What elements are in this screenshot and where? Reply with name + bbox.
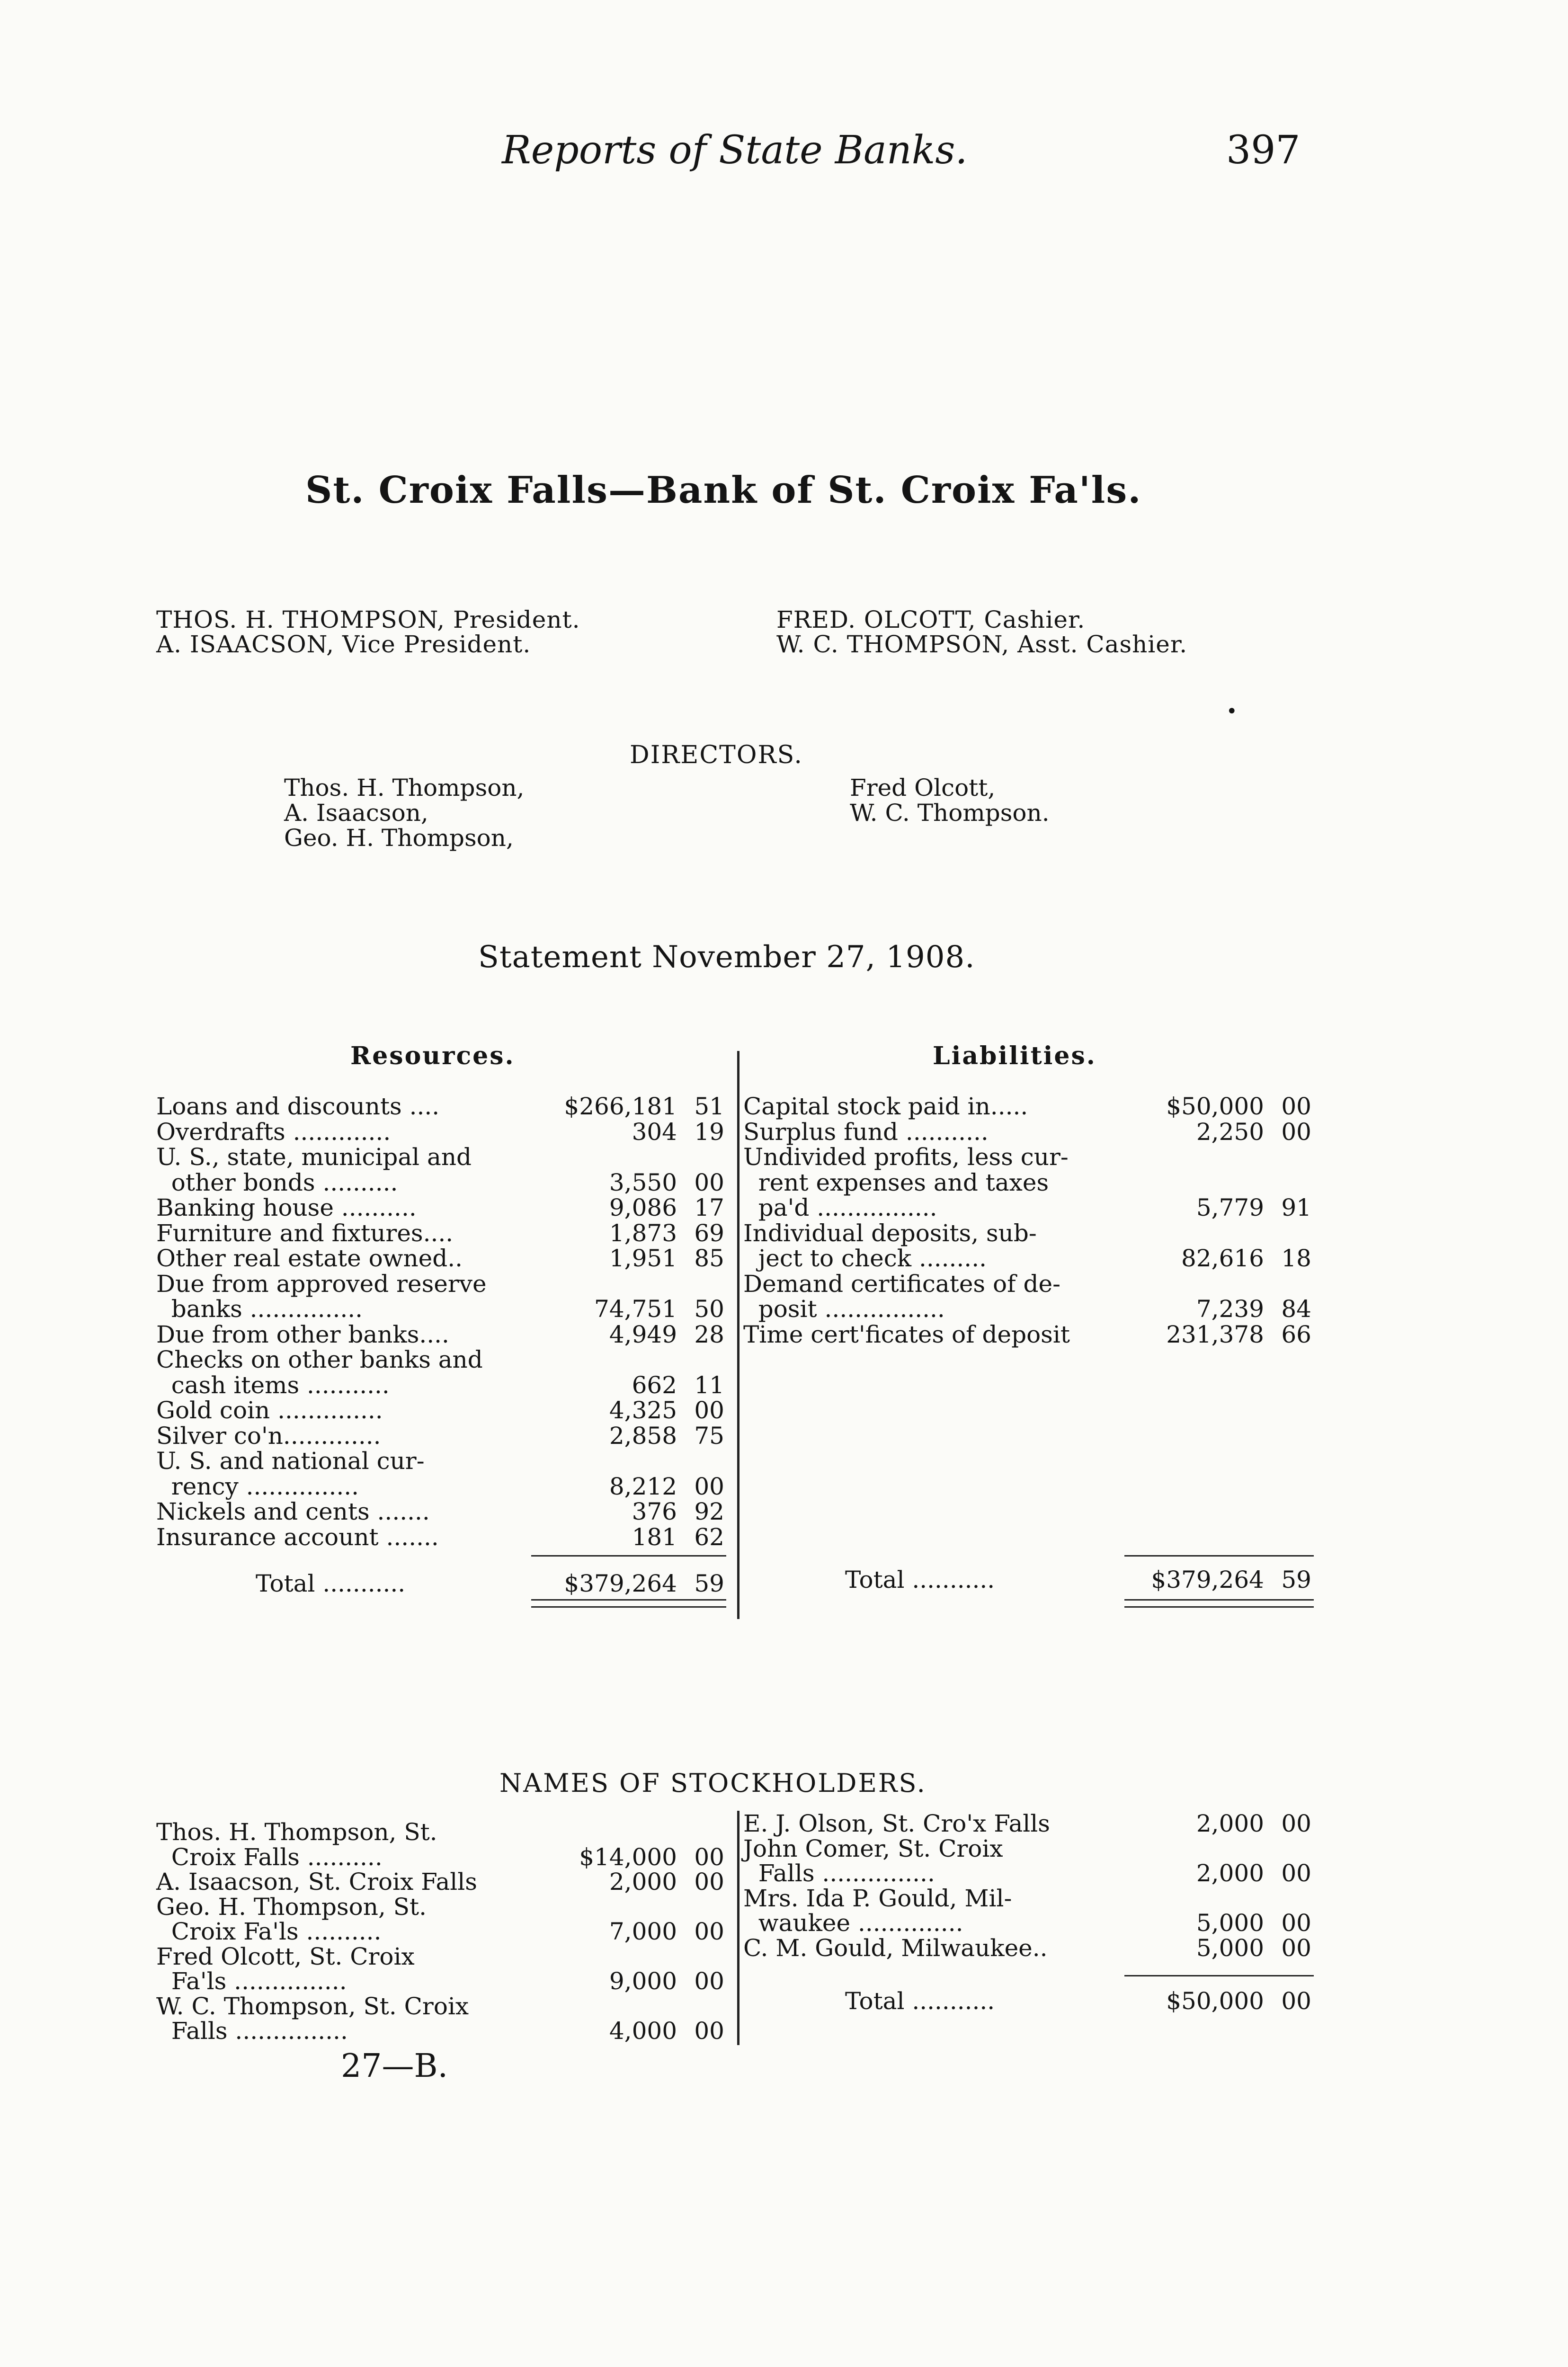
signature-mark: 27—B. <box>341 2047 448 2085</box>
amount-cents: 66 <box>1281 1320 1311 1348</box>
row-label: Falls ............... <box>156 2017 348 2045</box>
row-label: Other real estate owned.. <box>156 1245 463 1272</box>
amount-dollars: $14,000 <box>579 1843 677 1871</box>
resource-row <box>156 1246 724 1271</box>
row-label: W. C. Thompson, St. Croix <box>156 1992 469 2020</box>
director-name: Fred Olcott, <box>850 774 996 801</box>
row-label: U. S., state, municipal and <box>156 1143 472 1171</box>
stockholder-row <box>156 1819 724 1844</box>
amount-cents: 00 <box>694 1967 724 1995</box>
row-label: Capital stock paid in..... <box>743 1093 1028 1120</box>
row-label: Nickels and cents ....... <box>156 1498 430 1525</box>
resource-row <box>156 1271 724 1297</box>
row-label: Silver co'n............. <box>156 1422 381 1450</box>
resource-row <box>156 1170 724 1195</box>
stockholder-row <box>156 1993 724 2019</box>
amount-cents: 19 <box>694 1118 724 1146</box>
stockholder-row <box>743 1935 1311 1960</box>
amount-dollars: 2,000 <box>1196 1860 1264 1887</box>
amount-dollars: 4,325 <box>609 1397 677 1424</box>
amount-cents: 62 <box>694 1523 724 1551</box>
total-row <box>743 1567 1311 1595</box>
amount-cents: 00 <box>694 1472 724 1500</box>
stockholder-row <box>156 1894 724 1919</box>
row-label: ject to check ......... <box>743 1245 987 1272</box>
stockholder-row <box>743 1910 1311 1935</box>
amount-dollars: 1,951 <box>609 1245 677 1272</box>
row-label: rency ............... <box>156 1472 359 1500</box>
row-label: pa'd ................ <box>743 1194 937 1221</box>
amount-dollars: 231,378 <box>1166 1320 1264 1348</box>
column-divider <box>737 1051 739 1619</box>
stockholder-row <box>743 1886 1311 1911</box>
total-label: Total ........... <box>845 1987 995 2015</box>
amount-cents: 69 <box>694 1219 724 1247</box>
amount-cents: 00 <box>1281 1118 1311 1146</box>
amount-cents: 84 <box>1281 1295 1311 1323</box>
page-number: 397 <box>1226 128 1301 173</box>
row-label: Individual deposits, sub- <box>743 1219 1037 1247</box>
stockholder-row <box>743 1811 1311 1836</box>
row-label: C. M. Gould, Milwaukee.. <box>743 1934 1048 1962</box>
total-label: Total ........... <box>845 1566 995 1593</box>
amount-cents: 00 <box>694 1843 724 1871</box>
amount-cents: 75 <box>694 1422 724 1450</box>
resources-total-double-rule <box>531 1599 726 1608</box>
amount-cents: 17 <box>694 1194 724 1221</box>
liabilities-subtotal-rule <box>1124 1555 1314 1557</box>
amount-dollars: 2,000 <box>609 1868 677 1895</box>
bank-title: St. Croix Falls—Bank of St. Croix Fa'ls. <box>305 469 1142 512</box>
amount-cents: 85 <box>694 1245 724 1272</box>
resource-row <box>156 1119 724 1145</box>
officer-asst-cashier: W. C. THOMPSON, Asst. Cashier. <box>776 631 1188 658</box>
amount-dollars: 82,616 <box>1181 1245 1264 1272</box>
total-cents: 00 <box>1281 1987 1311 2015</box>
row-label: Mrs. Ida P. Gould, Mil- <box>743 1884 1012 1912</box>
row-label: Due from approved reserve <box>156 1270 487 1298</box>
amount-dollars: 2,250 <box>1196 1118 1264 1146</box>
amount-dollars: $266,181 <box>564 1093 677 1120</box>
total-cents: 59 <box>694 1570 724 1597</box>
total-cents: 59 <box>1281 1566 1311 1593</box>
resource-row <box>156 1423 724 1449</box>
liability-row <box>743 1119 1311 1145</box>
total-row <box>156 1571 724 1599</box>
stockholders-subtotal-rule <box>1124 1975 1314 1976</box>
stockholder-row <box>156 1944 724 1969</box>
amount-dollars: 8,212 <box>609 1472 677 1500</box>
liability-row <box>743 1170 1311 1195</box>
resource-row <box>156 1144 724 1170</box>
liabilities-total-double-rule <box>1124 1599 1314 1608</box>
row-label: Geo. H. Thompson, St. <box>156 1893 427 1921</box>
row-label: Croix Falls .......... <box>156 1843 383 1871</box>
resource-row <box>156 1448 724 1474</box>
resource-row <box>156 1499 724 1524</box>
row-label: Falls ............... <box>743 1860 935 1887</box>
amount-cents: 91 <box>1281 1194 1311 1221</box>
total-row <box>743 1988 1311 2017</box>
officer-president: THOS. H. THOMPSON, President. <box>156 606 580 633</box>
director-name: Geo. H. Thompson, <box>284 824 514 852</box>
amount-cents: 00 <box>694 1868 724 1895</box>
liability-row <box>743 1094 1311 1119</box>
row-label: Insurance account ....... <box>156 1523 439 1551</box>
amount-dollars: 5,779 <box>1196 1194 1264 1221</box>
row-label: A. Isaacson, St. Croix Falls <box>156 1868 477 1895</box>
row-label: Demand certificates of de- <box>743 1270 1060 1298</box>
row-label: Fa'ls ............... <box>156 1967 347 1995</box>
row-label: U. S. and national cur- <box>156 1447 425 1475</box>
stockholders-divider <box>737 1811 739 2045</box>
amount-dollars: 5,000 <box>1196 1909 1264 1937</box>
amount-dollars: 4,949 <box>609 1320 677 1348</box>
amount-dollars: 9,000 <box>609 1967 677 1995</box>
row-label: posit ................ <box>743 1295 945 1323</box>
row-label: Fred Olcott, St. Croix <box>156 1942 415 1970</box>
amount-dollars: 74,751 <box>594 1295 677 1323</box>
row-label: Time cert'ficates of deposit <box>743 1320 1070 1348</box>
amount-cents: 00 <box>1281 1934 1311 1962</box>
row-label: Surplus fund ........... <box>743 1118 989 1146</box>
stockholders-heading: NAMES OF STOCKHOLDERS. <box>499 1768 927 1798</box>
amount-dollars: 304 <box>632 1118 677 1146</box>
amount-cents: 00 <box>1281 1860 1311 1887</box>
amount-cents: 51 <box>694 1093 724 1120</box>
row-label: waukee .............. <box>743 1909 963 1937</box>
row-label: Undivided profits, less cur- <box>743 1143 1069 1171</box>
amount-dollars: 2,858 <box>609 1422 677 1450</box>
resources-heading: Resources. <box>350 1041 515 1070</box>
resource-row <box>156 1094 724 1119</box>
amount-cents: 00 <box>694 2017 724 2045</box>
amount-cents: 18 <box>1281 1245 1311 1272</box>
directors-heading: DIRECTORS. <box>630 741 803 769</box>
amount-cents: 28 <box>694 1320 724 1348</box>
amount-cents: 50 <box>694 1295 724 1323</box>
resource-row <box>156 1372 724 1398</box>
resource-row <box>156 1195 724 1220</box>
amount-cents: 00 <box>694 1168 724 1196</box>
row-label: Loans and discounts .... <box>156 1093 440 1120</box>
row-label: Croix Fa'ls .......... <box>156 1918 382 1945</box>
amount-cents: 00 <box>694 1918 724 1945</box>
director-name: Thos. H. Thompson, <box>284 774 525 801</box>
resource-row <box>156 1347 724 1372</box>
resource-row <box>156 1322 724 1347</box>
stockholder-row <box>156 1844 724 1869</box>
amount-dollars: 9,086 <box>609 1194 677 1221</box>
director-name: W. C. Thompson. <box>850 799 1050 827</box>
amount-cents: 00 <box>694 1397 724 1424</box>
director-name: A. Isaacson, <box>284 799 428 827</box>
amount-dollars: 1,873 <box>609 1219 677 1247</box>
total-label: Total ........... <box>256 1570 406 1597</box>
resource-row <box>156 1524 724 1550</box>
liabilities-heading: Liabilities. <box>933 1041 1096 1070</box>
row-label: E. J. Olson, St. Cro'x Falls <box>743 1810 1050 1837</box>
stockholder-row <box>743 1836 1311 1861</box>
stray-mark: • <box>1226 701 1238 722</box>
resource-row <box>156 1220 724 1246</box>
stockholder-row <box>156 1968 724 1993</box>
amount-dollars: 7,239 <box>1196 1295 1264 1323</box>
amount-dollars: $50,000 <box>1166 1093 1264 1120</box>
row-label: cash items ........... <box>156 1371 390 1399</box>
liability-row <box>743 1271 1311 1297</box>
resource-row <box>156 1296 724 1322</box>
liability-row <box>743 1322 1311 1347</box>
statement-date: Statement November 27, 1908. <box>478 940 975 975</box>
amount-dollars: 5,000 <box>1196 1934 1264 1962</box>
resource-row <box>156 1474 724 1499</box>
row-label: Banking house .......... <box>156 1194 417 1221</box>
liability-row <box>743 1144 1311 1170</box>
row-label: Due from other banks.... <box>156 1320 449 1348</box>
amount-cents: 00 <box>1281 1810 1311 1837</box>
amount-cents: 00 <box>1281 1093 1311 1120</box>
amount-cents: 92 <box>694 1498 724 1525</box>
amount-cents: 00 <box>1281 1909 1311 1937</box>
officer-cashier: FRED. OLCOTT, Cashier. <box>776 606 1086 633</box>
row-label: Thos. H. Thompson, St. <box>156 1818 437 1846</box>
row-label: other bonds .......... <box>156 1168 398 1196</box>
amount-dollars: 376 <box>632 1498 677 1525</box>
liability-row <box>743 1220 1311 1246</box>
row-label: Gold coin .............. <box>156 1397 383 1424</box>
total-dollars: $379,264 <box>1151 1566 1264 1593</box>
amount-dollars: 2,000 <box>1196 1810 1264 1837</box>
total-dollars: $50,000 <box>1166 1987 1264 2015</box>
amount-dollars: 181 <box>632 1523 677 1551</box>
amount-cents: 11 <box>694 1371 724 1399</box>
stockholder-row <box>743 1860 1311 1886</box>
liability-row <box>743 1195 1311 1220</box>
row-label: Furniture and fixtures.... <box>156 1219 454 1247</box>
amount-dollars: 7,000 <box>609 1918 677 1945</box>
stockholder-row <box>156 1919 724 1944</box>
stockholder-row <box>156 2018 724 2043</box>
amount-dollars: 4,000 <box>609 2017 677 2045</box>
officer-vice-president: A. ISAACSON, Vice President. <box>156 631 531 658</box>
resources-subtotal-rule <box>531 1555 726 1557</box>
running-header-title: Reports of State Banks. <box>502 128 968 173</box>
resource-row <box>156 1397 724 1423</box>
row-label: Overdrafts ............. <box>156 1118 391 1146</box>
liability-row <box>743 1296 1311 1322</box>
amount-dollars: 3,550 <box>609 1168 677 1196</box>
row-label: John Comer, St. Croix <box>743 1834 1003 1862</box>
row-label: banks ............... <box>156 1295 363 1323</box>
total-dollars: $379,264 <box>564 1570 677 1597</box>
row-label: rent expenses and taxes <box>743 1168 1049 1196</box>
amount-dollars: 662 <box>632 1371 677 1399</box>
liability-row <box>743 1246 1311 1271</box>
row-label: Checks on other banks and <box>156 1346 483 1373</box>
stockholder-row <box>156 1869 724 1894</box>
